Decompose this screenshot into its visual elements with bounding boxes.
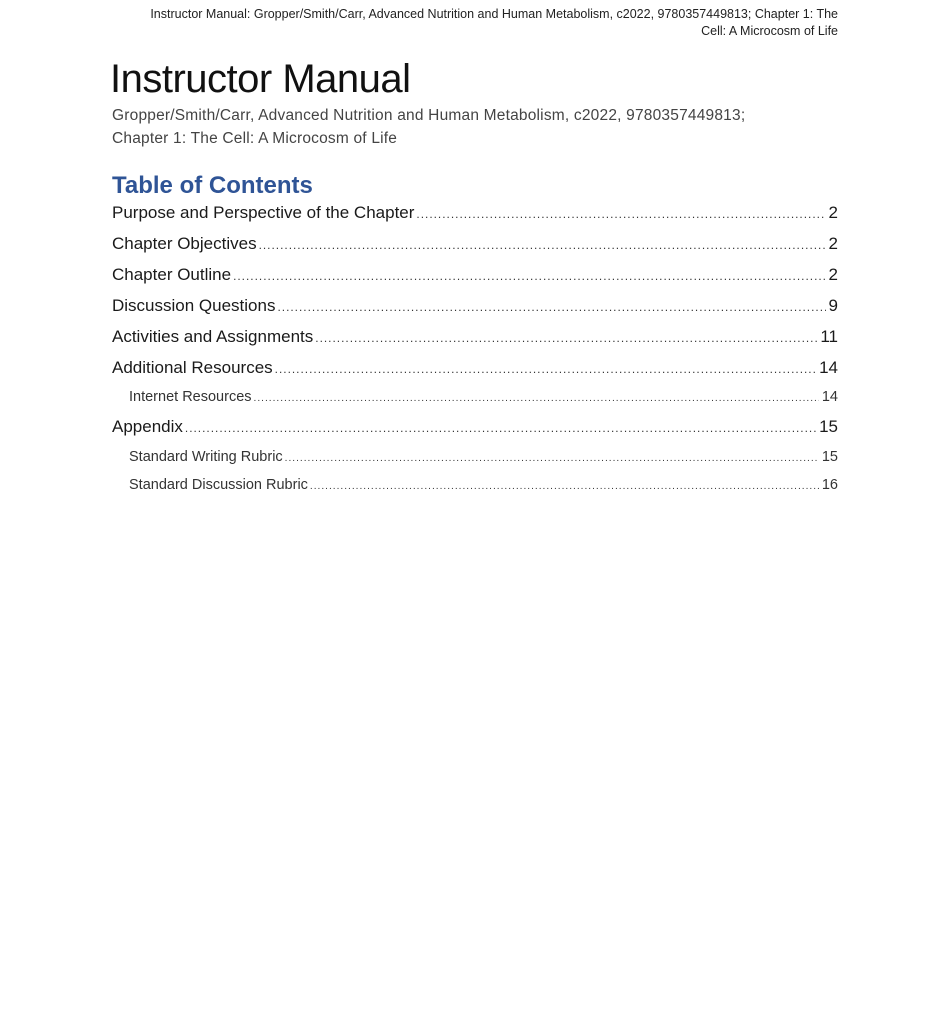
toc-entry-page: 15 [819, 417, 838, 436]
toc-entry-page: 2 [828, 203, 838, 222]
toc-entry-label: Activities and Assignments [112, 327, 314, 346]
toc-dot-leader [185, 417, 816, 437]
toc-entry-chapter-outline[interactable] [112, 265, 838, 285]
toc-entry-label: Purpose and Perspective of the Chapter [112, 203, 415, 222]
toc-entry-label: Appendix [112, 417, 183, 436]
toc-entry-activities-and-assignments[interactable] [112, 327, 838, 347]
toc-dot-leader [285, 449, 819, 465]
toc-dot-leader [416, 203, 825, 223]
toc-entry-page: 9 [828, 296, 838, 315]
running-header [112, 6, 838, 40]
toc-dot-leader [233, 265, 825, 285]
subtitle-line-1: Gropper/Smith/Carr, Advanced Nutrition and Human Metabolism, c2022, 9780357449813; [112, 107, 746, 124]
toc-entry-page: 2 [828, 234, 838, 253]
toc-entry-page: 14 [821, 389, 838, 405]
toc-entry-label: Internet Resources [129, 389, 252, 405]
toc-entry-standard-writing-rubric[interactable] [129, 449, 838, 465]
toc-entry-additional-resources[interactable] [112, 358, 838, 378]
toc-entry-page: 14 [819, 358, 838, 377]
toc-dot-leader [259, 234, 826, 254]
toc-heading: Table of Contents [112, 172, 313, 199]
toc-entry-label: Chapter Objectives [112, 234, 257, 253]
toc-entry-label: Standard Writing Rubric [129, 449, 283, 465]
toc-entry-appendix[interactable] [112, 417, 838, 437]
toc-dot-leader [275, 358, 816, 378]
toc-entry-purpose-and-perspective[interactable] [112, 203, 838, 223]
toc-entry-page: 11 [820, 327, 838, 346]
toc-entry-label: Discussion Questions [112, 296, 276, 315]
toc-entry-page: 16 [821, 477, 838, 493]
toc-dot-leader [315, 327, 817, 347]
toc-entry-standard-discussion-rubric[interactable] [129, 477, 838, 493]
toc-entry-label: Standard Discussion Rubric [129, 477, 308, 493]
toc-entry-chapter-objectives[interactable] [112, 234, 838, 254]
running-header-line-1: Instructor Manual: Gropper/Smith/Carr, Advanced Nutrition and Human Metabolism, c2022, 9780357449813; Chapter 1: The [150, 7, 838, 21]
toc-entry-label: Additional Resources [112, 358, 273, 377]
document-title: Instructor Manual [110, 57, 411, 101]
toc-dot-leader [277, 296, 825, 316]
toc-entry-discussion-questions[interactable] [112, 296, 838, 316]
subtitle-line-2: Chapter 1: The Cell: A Microcosm of Life [112, 129, 398, 147]
toc-entry-page: 15 [821, 449, 838, 465]
toc-entry-page: 2 [828, 265, 838, 284]
document-subtitle [112, 105, 838, 150]
toc-dot-leader [310, 477, 819, 493]
toc-entry-internet-resources[interactable] [129, 389, 838, 405]
toc-dot-leader [254, 389, 819, 405]
running-header-line-2: Cell: A Microcosm of Life [701, 24, 838, 38]
toc-entry-label: Chapter Outline [112, 265, 232, 284]
